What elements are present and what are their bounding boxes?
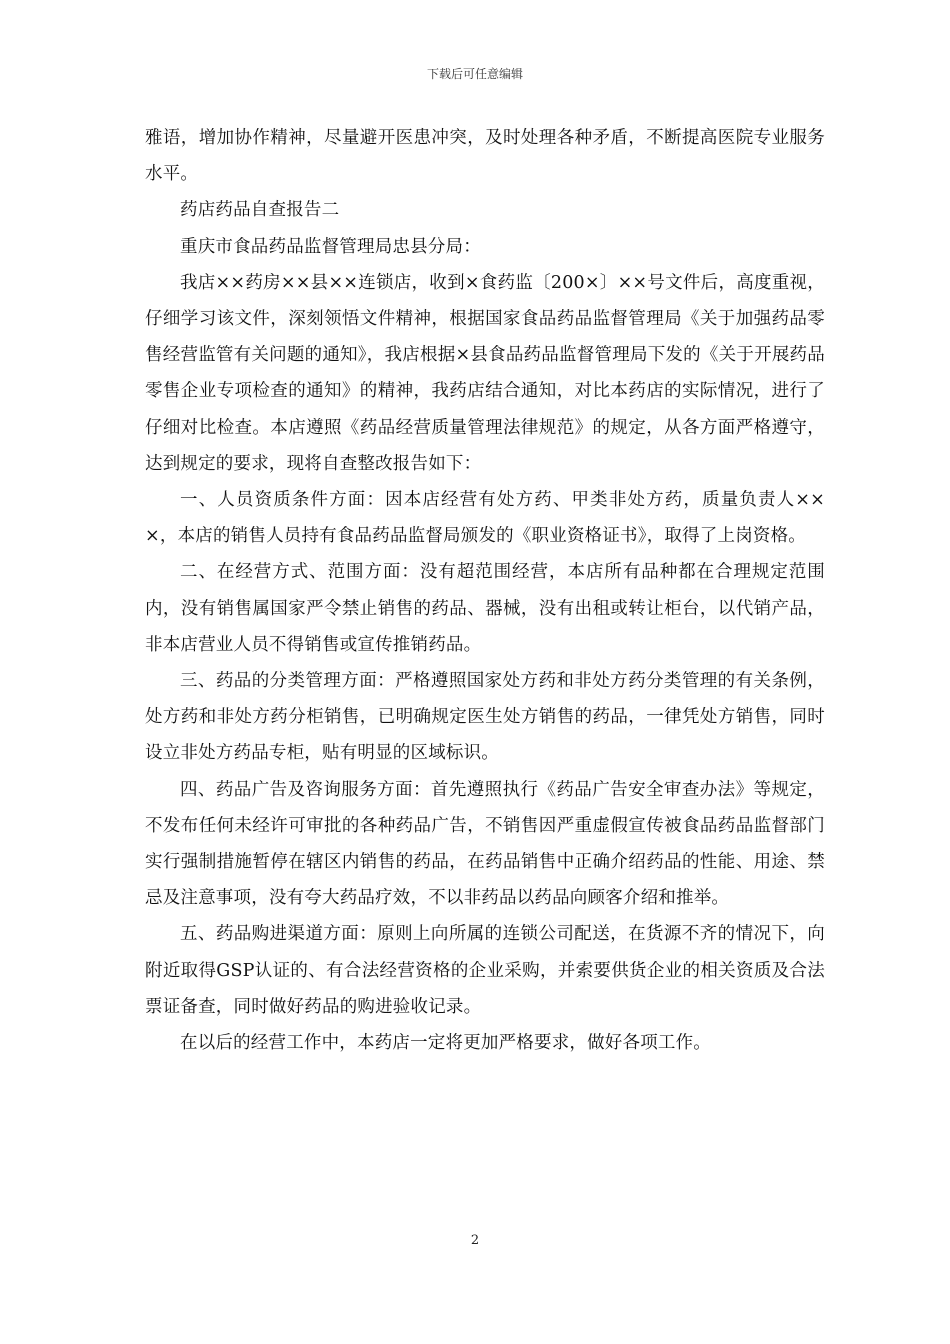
document-body: [145, 120, 825, 1061]
paragraph-closing: 在以后的经营工作中，本药店一定将更加严格要求，做好各项工作。: [180, 1033, 711, 1054]
paragraph-continuation: 雅语，增加协作精神，尽量避开医患冲突，及时处理各种矛盾，不断提高医院专业服务水平。: [145, 128, 825, 185]
addressee: 重庆市食品药品监督管理局忠县分局：: [180, 236, 481, 257]
paragraph-section-1: 一、人员资质条件方面：因本店经营有处方药、甲类非处方药，质量负责人×××，本店的销售人员持有食品药品监督局颁发的《职业资格证书》，取得了上岗资格。: [145, 490, 825, 547]
page-header: 下载后可任意编辑: [426, 67, 523, 81]
report-title: 药店药品自查报告二: [180, 200, 340, 221]
page-number: 2: [470, 1233, 480, 1248]
paragraph-section-5: 五、药品购进渠道方面：原则上向所属的连锁公司配送，在货源不齐的情况下，向附近取得GSP认证的、有合法经营资格的企业采购，并索要供货企业的相关资质及合法票证备查，同时做好药品的购进验收记录。: [145, 924, 825, 1017]
paragraph-section-2: 二、在经营方式、范围方面：没有超范围经营，本店所有品种都在合理规定范围内，没有销售属国家严令禁止销售的药品、器械，没有出租或转让柜台，以代销产品，非本店营业人员不得销售或宣传推销药品。: [145, 562, 825, 655]
paragraph-section-4: 四、药品广告及咨询服务方面：首先遵照执行《药品广告安全审查办法》等规定，不发布任何未经许可审批的各种药品广告，不销售因严重虚假宣传被食品药品监督部门实行强制措施暂停在辖区内销售的药品，在药品销售中正确介绍药品的性能、用途、禁忌及注意事项，没有夸大药品疗效，不以非药品以药品向顾客介绍和推举。: [145, 779, 825, 909]
paragraph-intro: 我店××药房××县××连锁店，收到×食药监〔200×〕××号文件后，高度重视，仔细学习该文件，深刻领悟文件精神，根据国家食品药品监督管理局《关于加强药品零售经营监管有关问题的通知》，我店根据×县食品药品监督管理局下发的《关于开展药品零售企业专项检查的通知》的精神，我药店结合通知，对比本药店的实际情况，进行了仔细对比检查。本店遵照《药品经营质量管理法律规范》的规定，从各方面严格遵守，达到规定的要求，现将自查整改报告如下：: [145, 272, 825, 474]
paragraph-section-3: 三、药品的分类管理方面：严格遵照国家处方药和非处方药分类管理的有关条例，处方药和非处方药分柜销售，已明确规定医生处方销售的药品，一律凭处方销售，同时设立非处方药品专柜，贴有明显的区域标识。: [145, 671, 825, 764]
